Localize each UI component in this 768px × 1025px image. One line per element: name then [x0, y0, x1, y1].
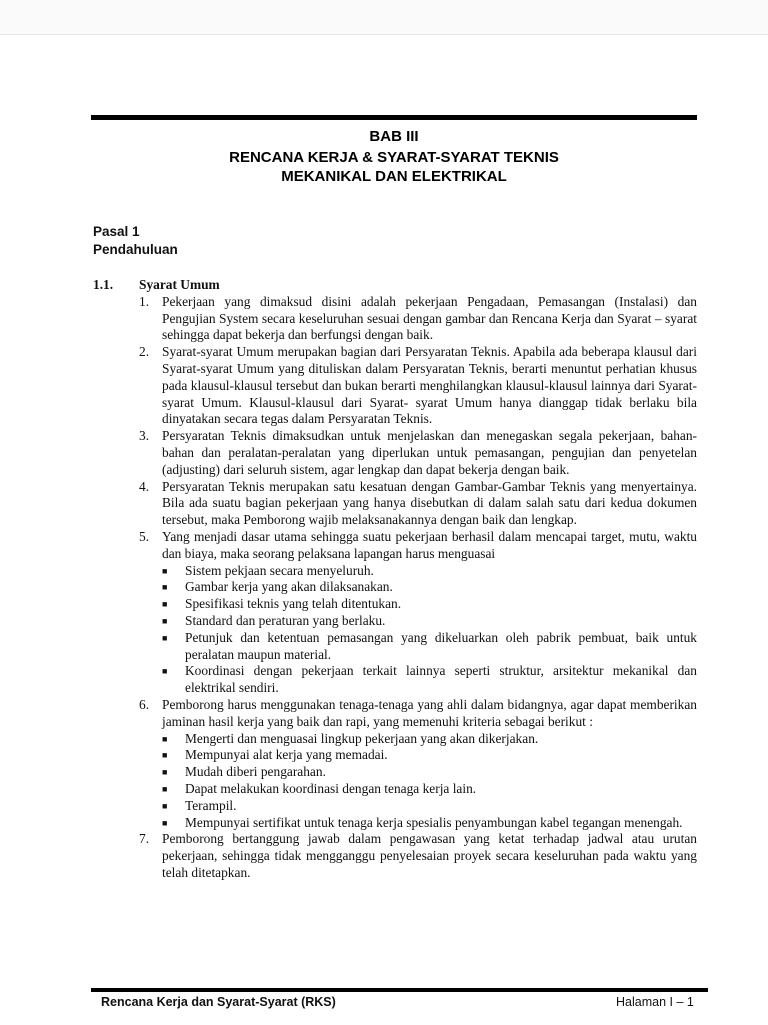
item-text: Pemborong bertanggung jawab dalam pengawasan yang ketat terhadap jadwal atau urutan pekerjaan, sehingga tidak mengganggu penyelesaian proyek secara keseluruhan pada waktu yang telah ditetapkan. — [162, 831, 697, 880]
bullet-square-icon: ■ — [162, 582, 168, 593]
list-item — [93, 831, 697, 881]
bullet-list — [162, 731, 697, 832]
item-text: Syarat-syarat Umum merupakan bagian dari Persyaratan Teknis. Apabila ada beberapa klausul dari Syarat-syarat Umum yang dituliskan dalam Persyaratan Teknis, berarti menuntut perhatian khusus pada klausul-klausul tersebut dan bukan berarti menghilangkan klausul-klausul lainnya dari Syarat-syarat Umum. Klausul-klausul dari Syarat- syarat Umum hanya dianggap tidak berlaku bila dinyatakan secara tegas dalam Persyaratan Teknis. — [162, 344, 697, 427]
bullet-item: ■ Standard dan peraturan yang berlaku. — [162, 612, 386, 628]
item-number: 2. — [139, 344, 150, 360]
bullet-square-icon: ■ — [162, 817, 168, 828]
bullet-item: ■ Gambar kerja yang akan dilaksanakan. — [162, 579, 393, 595]
bullet-item: ■ Sistem pekjaan secara menyeluruh. — [162, 562, 374, 578]
item-text: Pekerjaan yang dimaksud disini adalah pekerjaan Pengadaan, Pemasangan (Instalasi) dan Pengujian System secara keseluruhan sesuai dengan gambar dan Rencana Kerja dan Syarat – syarat sehingga dapat bekerja dan berfungsi dengan baik. — [162, 293, 697, 343]
section-number: 1.1. — [93, 277, 114, 292]
item-text: Pemborong harus menggunakan tenaga-tenaga yang ahli dalam bidangnya, agar dapat memberikan jaminan hasil kerja yang baik dan rapi, yang memenuhi kriteria sebagai berikut : — [162, 696, 697, 729]
pasal-label: Pasal 1 — [93, 224, 140, 239]
chapter-label: BAB III — [369, 128, 419, 145]
list-item — [93, 294, 697, 344]
footer-rule — [91, 988, 708, 992]
footer-page-number: Halaman I – 1 — [616, 995, 694, 1009]
bullet-item: ■ Terampil. — [162, 797, 237, 813]
section-heading — [93, 277, 697, 294]
bullet-item: ■ Mudah diberi pengarahan. — [162, 764, 326, 780]
top-rule — [91, 115, 697, 120]
requirements-list — [93, 294, 697, 882]
bullet-item: ■ Koordinasi dengan pekerjaan terkait lainnya seperti struktur, arsitektur mekanikal dan elektrikal sendiri. — [162, 663, 697, 696]
bullet-square-icon: ■ — [162, 666, 168, 677]
item-number: 5. — [139, 528, 150, 544]
bullet-item: ■ Mengerti dan menguasai lingkup pekerjaan yang akan dikerjakan. — [162, 730, 539, 746]
bullet-square-icon: ■ — [162, 800, 168, 811]
bullet-square-icon: ■ — [162, 565, 168, 576]
item-number: 3. — [139, 428, 150, 444]
item-text: Persyaratan Teknis dimaksudkan untuk menjelaskan dan menegaskan segala pekerjaan, bahan-bahan dan peralatan-peralatan yang diperlukan untuk pemasangan, pengujian dan penyetelan (adjusting) dari seluruh sistem, agar lengkap dan dapat bekerja dengan baik. — [162, 428, 697, 477]
chapter-title-line2: MEKANIKAL DAN ELEKTRIKAL — [281, 168, 507, 185]
bullet-item: ■ Mempunyai sertifikat untuk tenaga kerja spesialis penyambungan kabel tegangan menengah. — [162, 814, 683, 830]
bullet-square-icon: ■ — [162, 783, 168, 794]
bullet-square-icon: ■ — [162, 632, 168, 643]
section-content — [93, 277, 697, 882]
list-item — [93, 697, 697, 831]
list-item — [93, 344, 697, 428]
pasal-title: Pendahuluan — [93, 242, 178, 257]
item-number: 1. — [139, 293, 150, 309]
bullet-square-icon: ■ — [162, 733, 168, 744]
bullet-square-icon: ■ — [162, 615, 168, 626]
item-text: Persyaratan Teknis merupakan satu kesatuan dengan Gambar-Gambar Teknis yang menyertainya. Bila ada suatu bagian pekerjaan yang hanya disebutkan di dalam salah satu dari kedua dokumen tersebut, maka Pemborong wajib melaksanakannya dengan baik dan lengkap. — [162, 478, 697, 528]
item-text: Yang menjadi dasar utama sehingga suatu pekerjaan berhasil dalam mencapai target, mutu, waktu dan biaya, maka seorang pelaksana lapangan harus menguasai — [162, 528, 697, 561]
bullet-item: ■ Dapat melakukan koordinasi dengan tenaga kerja lain. — [162, 780, 477, 796]
list-item — [93, 479, 697, 529]
item-number: 7. — [139, 831, 150, 847]
footer-document-title: Rencana Kerja dan Syarat-Syarat (RKS) — [101, 995, 336, 1009]
section-title: Syarat Umum — [139, 277, 220, 292]
list-item — [93, 529, 697, 697]
bullet-square-icon: ■ — [162, 750, 168, 761]
item-number: 4. — [139, 478, 150, 494]
bullet-list — [162, 563, 697, 697]
bullet-square-icon: ■ — [162, 767, 168, 778]
chapter-title-line1: RENCANA KERJA & SYARAT-SYARAT TEKNIS — [229, 149, 559, 166]
bullet-item: ■ Spesifikasi teknis yang telah ditentukan. — [162, 596, 402, 612]
bullet-item: ■ Petunjuk dan ketentuan pemasangan yang dikeluarkan oleh pabrik pembuat, baik untuk peralatan maupun material. — [162, 629, 697, 662]
item-number: 6. — [139, 696, 150, 712]
list-item — [93, 428, 697, 478]
bullet-item: ■ Mempunyai alat kerja yang memadai. — [162, 747, 388, 763]
bullet-square-icon: ■ — [162, 599, 168, 610]
